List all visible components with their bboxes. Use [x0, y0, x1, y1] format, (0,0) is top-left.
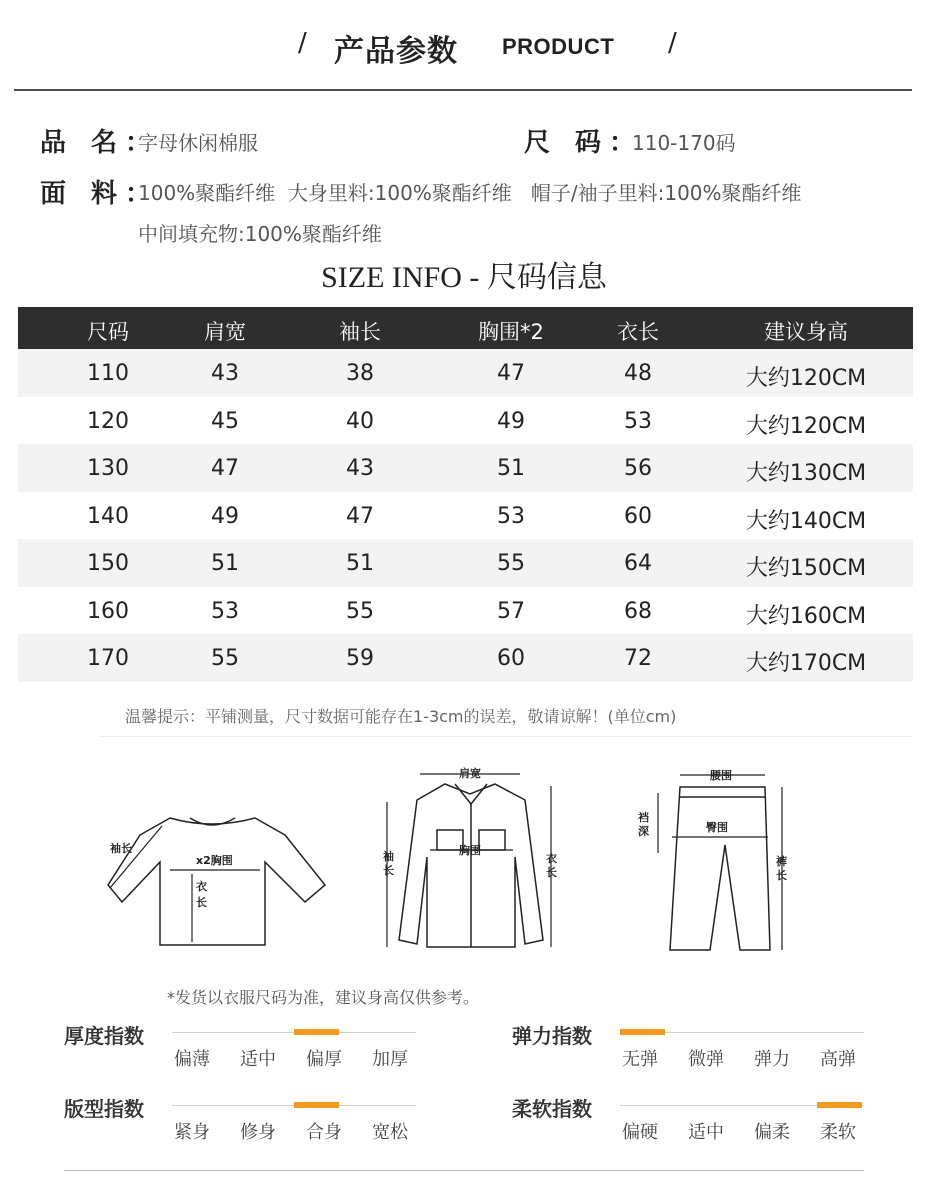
index-title-softness: 柔软指数	[512, 1097, 592, 1121]
table-cell: 45	[211, 408, 239, 434]
index-marker-elasticity	[620, 1029, 665, 1035]
table-cell: 55	[346, 598, 374, 624]
table-cell: 48	[624, 361, 652, 386]
size-value: 110-170码	[632, 131, 736, 155]
table-cell: 大约140CM	[745, 508, 867, 534]
table-cell: 170	[87, 646, 129, 671]
page-header	[0, 26, 928, 70]
name-label: 品 名：	[40, 128, 160, 158]
table-cell: 110	[87, 361, 129, 386]
table-cell: 53	[624, 408, 652, 434]
index-marker-softness	[817, 1102, 862, 1108]
table-row	[18, 634, 913, 682]
size-table	[18, 307, 913, 682]
fabric-line-2: 中间填充物:100%聚酯纤维	[138, 222, 382, 246]
table-cell: 38	[346, 361, 374, 386]
table-cell: 51	[497, 456, 525, 481]
table-cell: 51	[211, 551, 239, 576]
index-title-elasticity: 弹力指数	[512, 1024, 592, 1048]
pants-outline	[630, 765, 800, 960]
shirt-sleeve-label-2: 长	[383, 864, 394, 877]
table-cell: 59	[346, 646, 374, 671]
shirt-shoulder-label: 肩宽	[459, 767, 481, 780]
table-row	[18, 349, 913, 397]
pants-rise-label-1: 裆	[638, 811, 649, 824]
header-divider	[14, 89, 912, 91]
col-header-chest: 胸围*2	[478, 320, 544, 344]
shirt-sleeve-label-1: 袖	[383, 850, 394, 863]
index-label-fit: 紧身	[174, 1122, 210, 1143]
index-label-fit: 合身	[306, 1122, 342, 1143]
sweater-length-label-1: 衣	[196, 880, 207, 893]
header-slash-right: /	[668, 28, 677, 58]
table-row	[18, 397, 913, 445]
table-cell: 68	[624, 598, 652, 624]
table-cell: 64	[624, 551, 652, 576]
shirt-length-label-1: 衣	[546, 852, 557, 865]
pants-diagram	[630, 765, 800, 960]
index-title-fit: 版型指数	[64, 1097, 144, 1121]
table-cell: 55	[211, 646, 239, 671]
index-label-elasticity: 无弹	[622, 1049, 658, 1070]
table-row	[18, 539, 913, 587]
table-cell: 49	[211, 503, 239, 529]
table-cell: 大约160CM	[745, 603, 867, 629]
header-slash-left: /	[298, 28, 307, 58]
table-cell: 72	[624, 646, 652, 671]
shirt-length-label-2: 长	[546, 866, 557, 879]
table-cell: 160	[87, 598, 129, 624]
pants-waist-label: 腰围	[710, 769, 732, 782]
size-label: 尺 码：	[524, 128, 644, 158]
table-cell: 47	[211, 456, 239, 481]
fabric-line-1: 100%聚酯纤维 大身里料:100%聚酯纤维 帽子/袖子里料:100%聚酯纤维	[138, 181, 802, 205]
index-label-elasticity: 高弹	[820, 1049, 856, 1070]
pants-hip-label: 臀围	[706, 821, 728, 834]
shipping-note: *发货以衣服尺码为准，建议身高仅供参考。	[167, 988, 480, 1007]
table-cell: 150	[87, 551, 129, 576]
col-header-height: 建议身高	[764, 320, 848, 344]
table-cell: 51	[346, 551, 374, 576]
table-cell: 55	[497, 551, 525, 576]
pants-length-label-1: 裤	[776, 855, 787, 868]
shirt-chest-label: 胸围	[459, 844, 481, 857]
index-label-softness: 偏硬	[622, 1122, 658, 1143]
index-label-softness: 适中	[688, 1122, 724, 1143]
pants-length-label-2: 长	[776, 869, 787, 882]
page-title-cn: 产品参数	[334, 34, 458, 69]
table-row	[18, 492, 913, 540]
col-header-sleeve: 袖长	[339, 320, 381, 344]
index-label-softness: 柔软	[820, 1122, 856, 1143]
table-cell: 大约120CM	[745, 413, 867, 439]
table-cell: 130	[87, 456, 129, 481]
shirt-outline	[375, 762, 575, 957]
table-cell: 53	[497, 503, 525, 529]
table-cell: 120	[87, 408, 129, 434]
table-body	[18, 349, 913, 682]
index-label-thickness: 偏厚	[306, 1049, 342, 1070]
index-label-thickness: 偏薄	[174, 1049, 210, 1070]
index-marker-thickness	[294, 1029, 339, 1035]
name-value: 字母休闲棉服	[138, 131, 258, 155]
pants-rise-label-2: 深	[638, 825, 649, 838]
table-cell: 大约120CM	[745, 366, 867, 391]
index-title-thickness: 厚度指数	[64, 1024, 144, 1048]
table-cell: 60	[497, 646, 525, 671]
sweater-length-label-2: 长	[196, 896, 207, 909]
table-cell: 大约150CM	[745, 556, 867, 581]
table-cell: 40	[346, 408, 374, 434]
sweater-outline	[100, 790, 330, 960]
table-row	[18, 587, 913, 635]
tip-divider	[100, 736, 912, 737]
table-cell: 47	[346, 503, 374, 529]
bottom-divider	[64, 1170, 864, 1171]
index-label-fit: 宽松	[372, 1122, 408, 1143]
size-info-title: SIZE INFO - 尺码信息	[321, 261, 607, 294]
col-header-shoulder: 肩宽	[204, 320, 246, 344]
index-label-fit: 修身	[240, 1122, 276, 1143]
table-cell: 43	[346, 456, 374, 481]
table-cell: 43	[211, 361, 239, 386]
index-marker-fit	[294, 1102, 339, 1108]
table-cell: 47	[497, 361, 525, 386]
col-header-size: 尺码	[87, 320, 129, 344]
sweater-sleeve-label: 袖长	[110, 842, 132, 855]
index-label-thickness: 适中	[240, 1049, 276, 1070]
table-cell: 53	[211, 598, 239, 624]
index-label-elasticity: 弹力	[754, 1049, 790, 1070]
table-cell: 60	[624, 503, 652, 529]
table-cell: 49	[497, 408, 525, 434]
table-row	[18, 444, 913, 492]
table-cell: 大约130CM	[745, 461, 867, 486]
page-title-en: PRODUCT	[502, 34, 615, 59]
shirt-diagram	[375, 762, 575, 957]
measurement-tip: 温馨提示：平铺测量，尺寸数据可能存在1-3cm的误差，敬请谅解！(单位cm)	[125, 707, 677, 726]
fabric-label: 面 料：	[40, 179, 160, 209]
col-header-length: 衣长	[617, 320, 659, 344]
sweater-chest-label: x2胸围	[196, 854, 233, 867]
index-label-elasticity: 微弹	[688, 1049, 724, 1070]
table-cell: 大约170CM	[745, 651, 867, 676]
table-cell: 57	[497, 598, 525, 624]
index-label-softness: 偏柔	[754, 1122, 790, 1143]
table-cell: 56	[624, 456, 652, 481]
table-header	[18, 307, 913, 349]
index-label-thickness: 加厚	[372, 1049, 408, 1070]
table-cell: 140	[87, 503, 129, 529]
sweater-diagram	[100, 790, 330, 960]
